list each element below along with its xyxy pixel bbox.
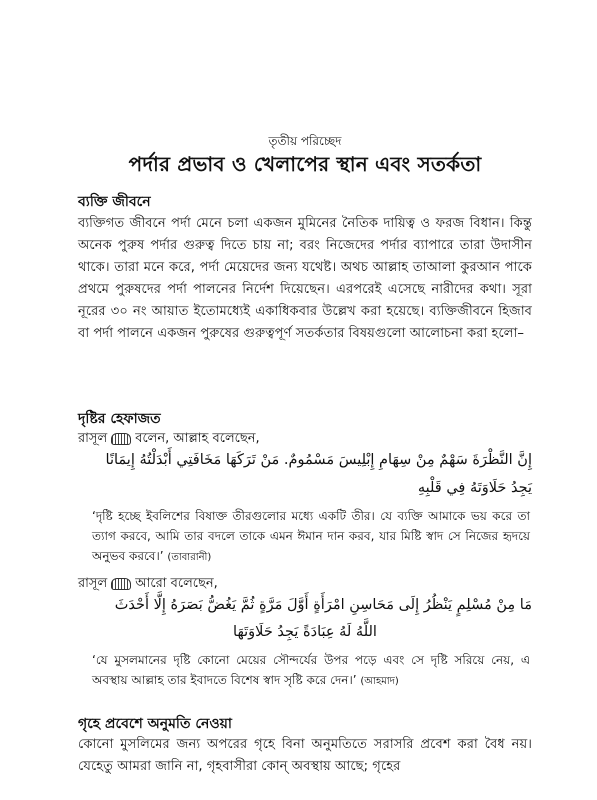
hadith-intro-2 <box>78 574 218 595</box>
quote-source: (তাবারানী) <box>167 552 212 563</box>
salawat-symbol-icon <box>111 578 131 590</box>
hadith-intro-2-prefix: রাসূল <box>78 576 108 591</box>
hadith-2-translation-quote <box>92 650 530 692</box>
quote-2-text: ‘যে মুসলমানের দৃষ্টি কোনো মেয়ের সৌন্দর্যের উপর পড়ে এবং সে দৃষ্টি সরিয়ে নেয়, এ অবস্থায় আল্লাহ তার ইবাদতে বিশেষ স্বাদ সৃষ্টি করে দেন।’ <box>92 653 530 687</box>
arabic-hadith-2-line-2: اللَّهُ لَهُ عِبَادَةً يَجِدُ حَلَاوَتَهَا <box>233 624 377 640</box>
hadith-intro-prefix: রাসূল <box>78 431 108 446</box>
quote-text: ‘দৃষ্টি হচ্ছে ইবলিশের বিষাক্ত তীরগুলোর মধ্যে একটি তীর। যে ব্যক্তি আমাকে ভয় করে তা ত্যাগ করবে, আমি তার বদলে তাকে এমন ঈমান দান করব, যার মিষ্টি স্বাদ সে নিজের হৃদয়ে অনুভব করবে।’ <box>92 509 530 563</box>
book-page <box>78 0 532 800</box>
salawat-symbol-icon <box>111 433 131 445</box>
arabic-hadith-line-1: إِنَّ النَّظْرَةَ سَهْمٌ مِنْ سِهَامِ إِبْلِيسَ مَسْمُومٌ. مَنْ تَرَكَهَا مَخَافَتِي أَبْدَلْتُهُ إِيمَانًا <box>105 452 532 468</box>
hadith-intro-suffix: বলেন, আল্লাহ বলেছেন, <box>135 431 260 446</box>
hadith-translation-quote <box>92 506 530 568</box>
quote-2-source: (আহমাদ) <box>360 676 399 687</box>
arabic-hadith-line-2: يَجِدُ حَلَاوَتَهُ فِي قَلْبِهِ <box>417 480 532 496</box>
section-heading-entering-home: গৃহে প্রবেশে অনুমতি নেওয়া <box>78 716 232 732</box>
section-heading-personal-life: ব্যক্তি জীবনে <box>78 194 151 210</box>
chapter-label: তৃতীয় পরিচ্ছেদ <box>268 134 342 148</box>
section-heading-guarding-gaze: দৃষ্টির হেফাজত <box>78 411 161 427</box>
chapter-title: পর্দার প্রভাব ও খেলাপের স্থান এবং সতর্কতা <box>128 152 482 176</box>
hadith-intro <box>78 429 260 450</box>
arabic-hadith-2-line-1: مَا مِنْ مُسْلِمٍ يَنْظُرُ إِلَى مَحَاسِنِ امْرَأَةٍ أَوَّلَ مَرَّةٍ ثُمَّ يَغُضُّ بَصَرَهُ إِلَّا أَحْدَثَ <box>114 597 532 613</box>
section-paragraph-personal-life: ব্যক্তিগত জীবনে পর্দা মেনে চলা একজন মুমিনের নৈতিক দায়িত্ব ও ফরজ বিধান। কিন্তু অনেক পুরুষ পর্দার গুরুত্ব দিতে চায় না; বরং নিজেদের পর্দার ব্যাপারে তারা উদাসীন থাকে। তারা মনে করে, পর্দা মেয়েদের জন্য যথেষ্ট। অথচ আল্লাহ তাআলা কুরআন পাকে প্রথমে পুরুষদের পর্দা পালনের নির্দেশ দিয়েছেন। এরপরেই এসেছে নারীদের কথা। সূরা নূরের ৩০ নং আয়াত ইতোমধ্যেই একাধিকবার উল্লেখ করা হয়েছে। ব্যক্তিজীবনে হিজাব বা পর্দা পালনে একজন পুরুষের গুরুত্বপূর্ণ সতর্কতার বিষয়গুলো আলোচনা করা হলো– <box>78 216 532 341</box>
section-paragraph-entering-home: কোনো মুসলিমের জন্য অপরের গৃহে বিনা অনুমতিতে সরাসরি প্রবেশ করা বৈধ নয়। যেহেতু আমরা জানি না, গৃহবাসীরা কোন্ অবস্থায় আছে; গৃহের <box>78 737 532 774</box>
hadith-intro-2-suffix: আরো বলেছেন, <box>135 576 218 591</box>
